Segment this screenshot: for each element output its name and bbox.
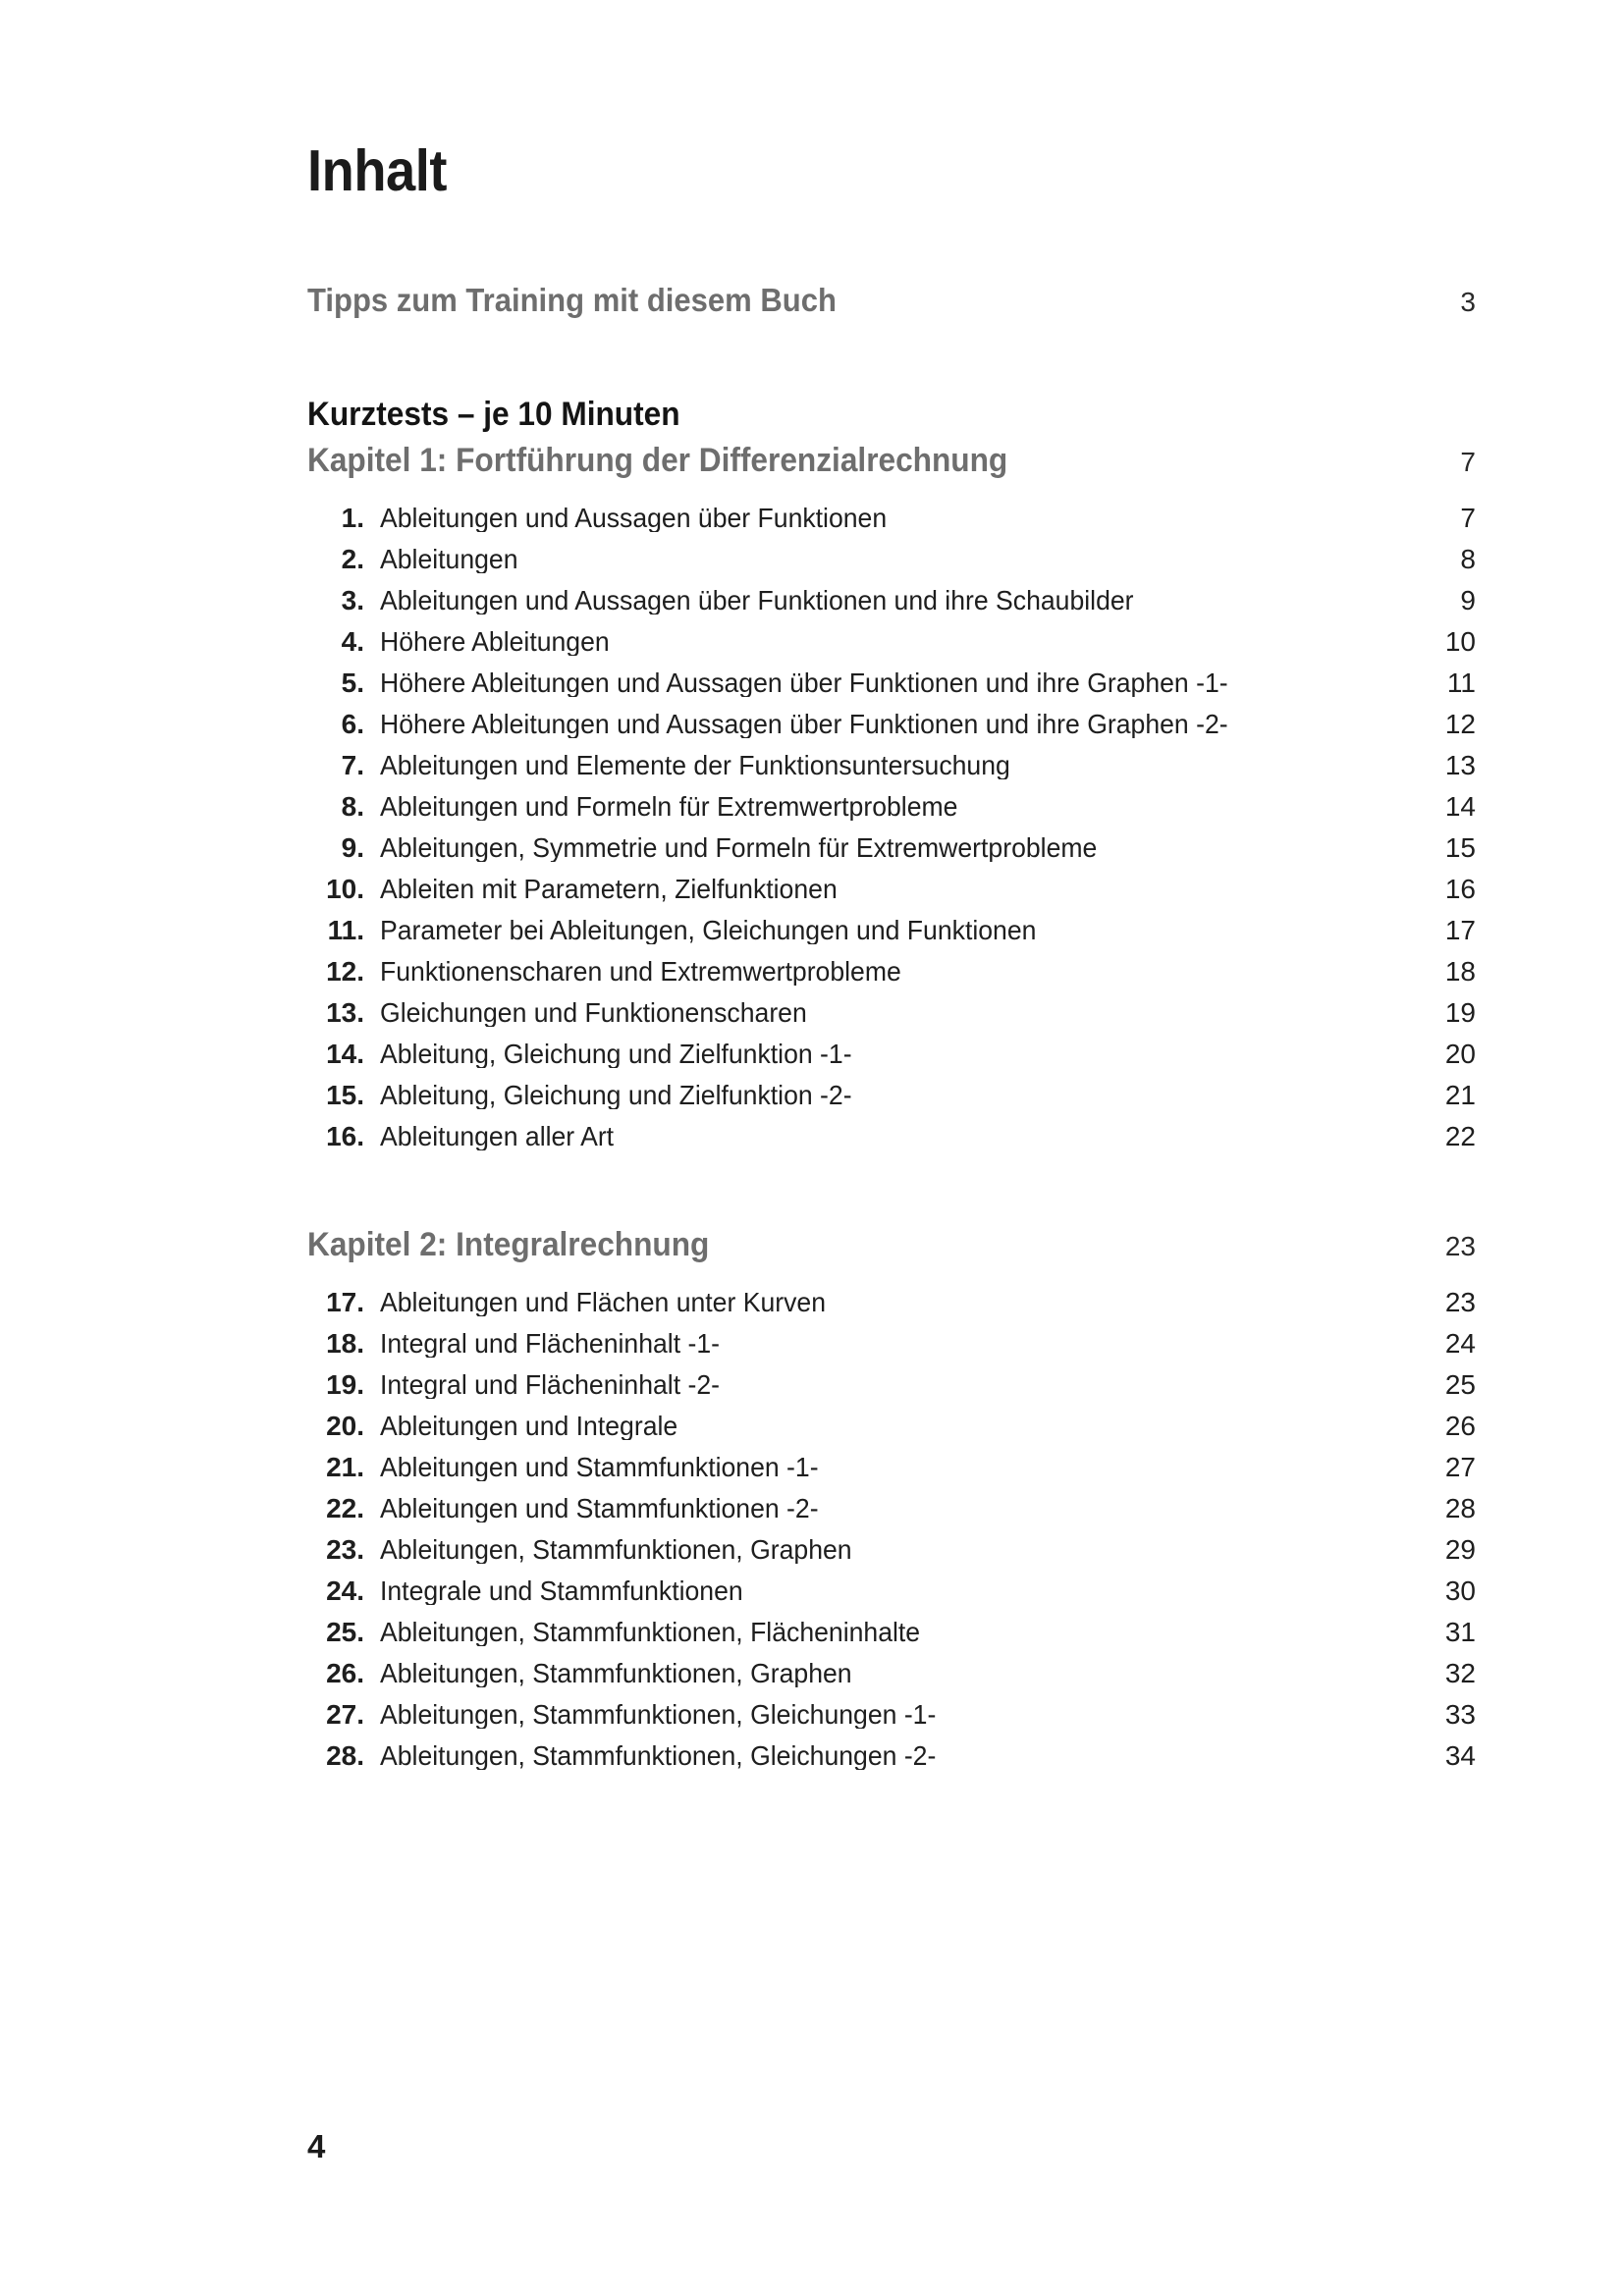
toc-entry-page: 16 [1444,874,1476,904]
toc-entry-label: Höhere Ableitungen [380,628,610,656]
toc-entry[interactable] [307,1735,1476,1777]
toc-entry-page: 22 [1444,1121,1476,1151]
toc-entry[interactable] [307,1075,1476,1116]
toc-entry[interactable] [307,498,1476,539]
toc-entry-label: Ableitungen, Stammfunktionen, Gleichungen -1- [380,1701,937,1729]
toc-entry-number: 19. [326,1369,364,1400]
toc-entry-number: 15. [326,1080,364,1110]
toc-entry-number: 5. [341,667,364,698]
toc-entry-label: Ableitungen, Symmetrie und Formeln für Extremwertprobleme [380,834,1098,862]
toc-entry[interactable] [307,1653,1476,1694]
chapter-heading-row[interactable] [307,1226,1476,1264]
chapter-heading-page: 7 [1460,447,1476,477]
toc-entry-page: 33 [1444,1699,1476,1730]
toc-entry-page: 28 [1444,1493,1476,1523]
chapter-heading-label: Kapitel 2: Integralrechnung [307,1226,710,1263]
toc-entry[interactable] [307,992,1476,1034]
toc-entry-label: Ableitungen und Stammfunktionen -2- [380,1495,819,1522]
toc-content [307,138,1476,1777]
toc-entry-intro[interactable] [307,282,1476,319]
section-heading-kurztests: Kurztests – je 10 Minuten [307,396,680,433]
toc-entry-number: 6. [341,709,364,739]
toc-entry-page: 24 [1444,1328,1476,1359]
toc-entry-number: 12. [326,956,364,987]
toc-entry[interactable] [307,1694,1476,1735]
toc-entry-number: 24. [326,1575,364,1606]
toc-entry-label: Höhere Ableitungen und Aussagen über Funktionen und ihre Graphen -1- [380,669,1228,697]
chapter-list [307,442,1476,1777]
toc-entry-label: Ableiten mit Parametern, Zielfunktionen [380,876,838,903]
toc-entry-number: 18. [326,1328,364,1359]
toc-entry-page: 8 [1460,544,1476,574]
toc-entry-number: 27. [326,1699,364,1730]
toc-entry[interactable] [307,1282,1476,1323]
chapter-entry-list [307,498,1476,1157]
toc-entry-label: Parameter bei Ableitungen, Gleichungen und Funktionen [380,917,1037,944]
chapter-entry-list [307,1282,1476,1777]
toc-entry-label: Ableitungen [380,546,518,573]
toc-entry-page: 21 [1444,1080,1476,1110]
toc-entry-page: 18 [1444,956,1476,987]
toc-entry[interactable] [307,745,1476,786]
toc-entry-page: 23 [1444,1287,1476,1317]
toc-entry-page: 14 [1444,791,1476,822]
toc-entry-page: 30 [1444,1575,1476,1606]
toc-entry-page: 11 [1446,667,1476,698]
toc-entry-page: 13 [1444,750,1476,780]
toc-entry[interactable] [307,539,1476,580]
toc-entry-number: 7. [341,750,364,780]
toc-entry-page: 26 [1444,1411,1476,1441]
toc-entry-page: 34 [1444,1740,1476,1771]
toc-entry-number: 17. [326,1287,364,1317]
toc-entry-page: 32 [1444,1658,1476,1688]
toc-entry-number: 11. [327,915,364,945]
toc-entry-label: Ableitung, Gleichung und Zielfunktion -2- [380,1082,852,1109]
toc-entry[interactable] [307,1364,1476,1406]
toc-entry[interactable] [307,786,1476,828]
chapter-heading-page: 23 [1444,1231,1476,1261]
toc-entry-label: Höhere Ableitungen und Aussagen über Funktionen und ihre Graphen -2- [380,711,1228,738]
toc-entry-page: 15 [1444,832,1476,863]
chapter-group [307,442,1476,1157]
toc-entry[interactable] [307,1406,1476,1447]
toc-entry[interactable] [307,828,1476,869]
toc-entry-label: Ableitungen und Aussagen über Funktionen und ihre Schaubilder [380,587,1134,614]
toc-entry-page: 20 [1444,1039,1476,1069]
toc-entry-number: 20. [326,1411,364,1441]
toc-entry-number: 16. [326,1121,364,1151]
toc-entry[interactable] [307,869,1476,910]
toc-entry-label: Funktionenscharen und Extremwertprobleme [380,958,901,986]
toc-entry-number: 21. [326,1452,364,1482]
toc-entry-page: 27 [1444,1452,1476,1482]
toc-entry-intro-label: Tipps zum Training mit diesem Buch [307,282,837,318]
toc-entry[interactable] [307,910,1476,951]
toc-entry-page: 7 [1460,503,1476,533]
toc-entry-label: Ableitungen und Stammfunktionen -1- [380,1454,819,1481]
toc-entry-number: 10. [326,874,364,904]
toc-entry-number: 3. [341,585,364,615]
toc-entry-label: Ableitungen und Flächen unter Kurven [380,1289,826,1316]
chapter-heading-row[interactable] [307,442,1476,480]
toc-entry-number: 23. [326,1534,364,1565]
toc-entry[interactable] [307,1488,1476,1529]
toc-entry-label: Ableitungen und Aussagen über Funktionen [380,505,888,532]
toc-entry-page: 9 [1460,585,1476,615]
toc-entry-label: Integral und Flächeninhalt -2- [380,1371,721,1399]
toc-entry[interactable] [307,621,1476,663]
toc-entry-number: 2. [341,544,364,574]
toc-entry-number: 13. [326,997,364,1028]
toc-entry-number: 26. [326,1658,364,1688]
toc-entry-page: 10 [1444,626,1476,657]
toc-entry[interactable] [307,704,1476,745]
toc-entry-number: 8. [341,791,364,822]
toc-entry[interactable] [307,1612,1476,1653]
toc-entry-page: 12 [1444,709,1476,739]
toc-entry-label: Integral und Flächeninhalt -1- [380,1330,721,1358]
toc-entry-number: 22. [326,1493,364,1523]
toc-entry-label: Ableitungen und Formeln für Extremwertprobleme [380,793,958,821]
page-title: Inhalt [307,138,447,203]
toc-entry-label: Ableitungen aller Art [380,1123,615,1150]
toc-entry-label: Ableitungen, Stammfunktionen, Flächeninhalte [380,1619,921,1646]
toc-entry-number: 4. [341,626,364,657]
toc-entry-number: 9. [341,832,364,863]
toc-entry-page: 25 [1444,1369,1476,1400]
toc-entry[interactable] [307,1571,1476,1612]
toc-entry[interactable] [307,951,1476,992]
toc-entry-number: 25. [326,1617,364,1647]
toc-entry[interactable] [307,663,1476,704]
toc-entry-label: Ableitungen, Stammfunktionen, Gleichungen -2- [380,1742,937,1770]
toc-entry-label: Ableitungen und Integrale [380,1413,678,1440]
toc-entry-label: Gleichungen und Funktionenscharen [380,999,807,1027]
toc-entry[interactable] [307,580,1476,621]
chapter-group [307,1226,1476,1777]
toc-entry-page: 17 [1444,915,1476,945]
toc-entry-label: Ableitungen und Elemente der Funktionsuntersuchung [380,752,1010,779]
chapter-heading-label: Kapitel 1: Fortführung der Differenzialrechnung [307,442,1008,479]
toc-entry-page: 31 [1444,1617,1476,1647]
toc-entry[interactable] [307,1529,1476,1571]
toc-entry-intro-page: 3 [1460,287,1476,317]
folio-page-number: 4 [307,2128,326,2164]
toc-entry-label: Ableitungen, Stammfunktionen, Graphen [380,1660,852,1687]
toc-entry-label: Ableitungen, Stammfunktionen, Graphen [380,1536,852,1564]
toc-entry-number: 28. [326,1740,364,1771]
toc-entry-number: 1. [341,503,364,533]
toc-entry-label: Integrale und Stammfunktionen [380,1577,743,1605]
toc-entry[interactable] [307,1447,1476,1488]
toc-entry[interactable] [307,1034,1476,1075]
toc-entry[interactable] [307,1116,1476,1157]
toc-entry[interactable] [307,1323,1476,1364]
toc-entry-number: 14. [326,1039,364,1069]
toc-entry-page: 19 [1444,997,1476,1028]
toc-entry-label: Ableitung, Gleichung und Zielfunktion -1- [380,1041,852,1068]
toc-entry-page: 29 [1444,1534,1476,1565]
